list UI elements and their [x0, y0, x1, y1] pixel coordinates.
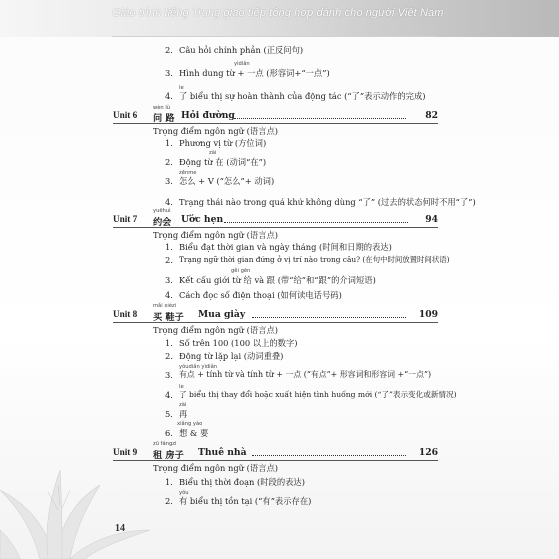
unit-title-vietnamese: Ước hẹn: [181, 214, 224, 225]
toc-item: 怎么 + V (“怎么”+ 动词): [179, 176, 275, 186]
item-number: 2.: [165, 157, 173, 167]
pinyin-annotation: yìdiǎn: [234, 61, 250, 67]
toc-item: Trạng thái nào trong quá khứ không dùng “了” (过去的状态何时不用“了”): [179, 197, 476, 207]
pinyin-annotation: le: [179, 384, 184, 390]
pinyin-annotation: xiǎng yào: [177, 421, 203, 427]
toc-item: Trạng ngữ thời gian đứng ở vị trí nào trong câu? (在句中时间放置时间状语): [179, 255, 450, 264]
unit-rule: [113, 322, 438, 323]
item-number: 2.: [165, 351, 173, 361]
unit-rule: [113, 460, 438, 461]
unit-label: Unit 9: [113, 447, 138, 457]
item-number: 4.: [165, 390, 173, 400]
unit-title-chinese: 约会: [153, 217, 172, 228]
pinyin-annotation: zài: [209, 150, 217, 156]
item-number: 1.: [165, 242, 173, 252]
pinyin-annotation: le: [179, 85, 184, 91]
item-number: 2.: [165, 45, 173, 55]
item-number: 1.: [165, 477, 173, 487]
unit-pinyin: zū fángzi: [153, 441, 177, 447]
unit-title-chinese: 问 路: [153, 113, 175, 124]
toc-item: Hình dung từ + 一点 (形容词+“一点”): [179, 68, 330, 78]
item-number: 5.: [165, 409, 173, 419]
unit-pinyin: yuēhuì: [153, 208, 171, 214]
unit-pinyin: mǎi xiézi: [153, 303, 177, 309]
toc-item: Số trên 100 (100 以上的数字): [179, 338, 298, 348]
unit-label: Unit 7: [113, 214, 138, 224]
pinyin-annotation: yǒu: [179, 490, 189, 496]
section-heading: Trọng điểm ngôn ngữ (语言点): [153, 230, 278, 240]
item-number: 2.: [165, 255, 173, 265]
unit-page-number: 94: [425, 214, 438, 225]
unit-title-chinese: 买 鞋子: [153, 312, 184, 323]
leader-dots: [234, 117, 406, 119]
toc-item: 再: [179, 409, 188, 419]
leader-dots: [224, 221, 408, 223]
section-heading: Trọng điểm ngôn ngữ (语言点): [153, 126, 278, 136]
toc-item: 了 biểu thị sự hoàn thành của động tác (“了”表示动作的完成): [179, 91, 426, 101]
toc-item: 有 biểu thị tồn tại (“有”表示存在): [179, 496, 312, 506]
toc-item: Câu hỏi chính phản (正反问句): [179, 45, 304, 55]
item-number: 1.: [165, 138, 173, 148]
leader-dots: [252, 316, 406, 318]
unit-title-vietnamese: Hỏi đường: [181, 110, 235, 121]
unit-label: Unit 6: [113, 110, 138, 120]
toc-item: 有点 + tính từ và tính từ + 一点 (“有点”+ 形容词和形容词 +“一点”): [179, 370, 432, 379]
item-number: 4.: [165, 197, 173, 207]
item-number: 3.: [165, 370, 173, 380]
item-number: 4.: [165, 91, 173, 101]
header-title: Giáo trình tiếng Trung giao tiếp tổng hợp dành cho người Việt Nam: [112, 7, 444, 19]
item-number: 4.: [165, 290, 173, 300]
toc-item: Biểu thị thời đoạn (时段的表达): [179, 477, 305, 487]
unit-pinyin: wèn lù: [153, 105, 171, 111]
toc-item: Biểu đạt thời gian và ngày tháng (时间和日期的表达): [179, 242, 392, 252]
toc-item: Cách đọc số điện thoại (如何读电话号码): [179, 290, 342, 300]
pinyin-annotation: zài: [179, 402, 187, 408]
toc-item: Động từ 在 (动词“在”): [179, 157, 267, 167]
item-number: 3.: [165, 68, 173, 78]
item-number: 6.: [165, 428, 173, 438]
unit-title-vietnamese: Mua giày: [198, 309, 246, 320]
unit-page-number: 109: [418, 309, 438, 320]
unit-label: Unit 8: [113, 309, 138, 319]
toc-item: Phương vị từ (方位词): [179, 138, 267, 148]
unit-rule: [113, 227, 438, 228]
leader-dots: [252, 454, 406, 456]
toc-item: 想 & 要: [179, 428, 209, 438]
unit-page-number: 82: [425, 110, 438, 121]
item-number: 2.: [165, 496, 173, 506]
item-number: 3.: [165, 176, 173, 186]
pinyin-annotation: yǒudiǎn yìdiǎn: [179, 364, 218, 370]
toc-item: Kết cấu giới từ 给 và 跟 (带“给”和“跟”的介词短语): [179, 275, 376, 285]
item-number: 3.: [165, 275, 173, 285]
toc-item: 了 biểu thị thay đổi hoặc xuất hiện tình huống mới (“了”表示变化或新情况): [179, 390, 457, 399]
unit-title-vietnamese: Thuê nhà: [198, 447, 247, 458]
unit-title-chinese: 租 房子: [153, 450, 184, 461]
unit-page-number: 126: [418, 447, 438, 458]
page-number: 14: [115, 523, 125, 534]
item-number: 1.: [165, 338, 173, 348]
pinyin-annotation: zěnme: [179, 170, 197, 176]
section-heading: Trọng điểm ngôn ngữ (语言点): [153, 463, 278, 473]
toc-item: Động từ lặp lại (动词重叠): [179, 351, 284, 361]
section-heading: Trọng điểm ngôn ngữ (语言点): [153, 325, 278, 335]
pinyin-annotation: gěi gēn: [231, 268, 251, 274]
unit-rule: [113, 123, 438, 124]
